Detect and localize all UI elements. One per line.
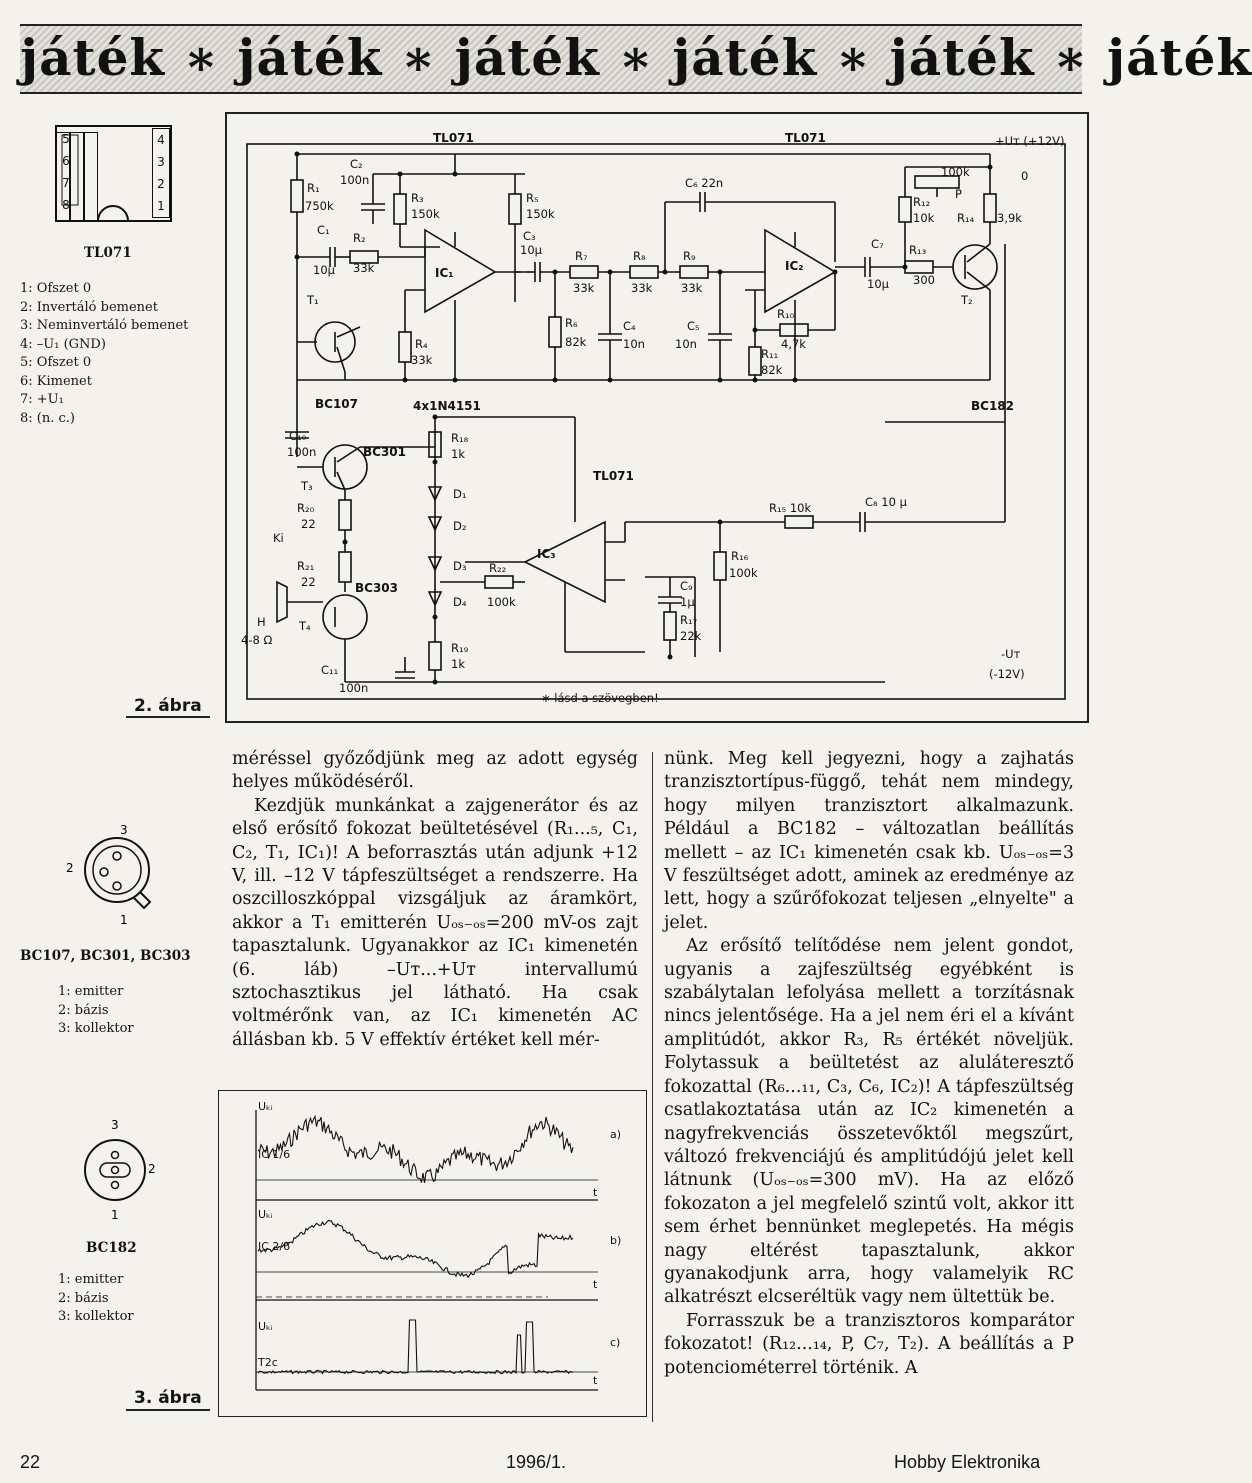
sch-r12: R₁₂ <box>913 195 931 209</box>
osc-uki-a: Uₖᵢ <box>258 1100 273 1113</box>
osc-t-a: t <box>593 1186 598 1199</box>
article-right-paragraph-2: Az erősítő telítődése nem jelent gondot, ugyanis a zajfeszültség egyébként is szabálytalan lefolyása mellett a torzításnak nincs jelentősége. Ha a jel nem éri el a kívánt amplitúdót, akkor R₃, R₅ értékét növeljük. Folytassuk a beültetést az aluláteresztő fokozattal (R₆...₁₁, C₃, C₆, IC₂)! A tápfeszültség csatlakoztatása után az IC₂ kimenetén a nagyfrekvenciás összetevőktől megszűrt, változó frekvenciájú és amplitúdójú jelet kell látnunk (Uₒₛ₋ₒₛ=300 mV). Ha az előző fokozaton a jel megfelelő szintű volt, akkor itt sem érhet bennünket meglepetés. Ha mégis nagy eltérést tapasztalunk, akkor gyanakodjunk arra, hogy valamelyik RC alkatrészt elcseréltük vagy nem ültettük be. <box>664 936 1074 1308</box>
article-column-right <box>664 748 1074 1380</box>
sch-r8v: 33k <box>631 281 653 295</box>
bc182-pin-3: 3 <box>111 1118 119 1132</box>
bc107-package-diagram <box>60 820 180 930</box>
trace-c <box>258 1320 573 1374</box>
sch-r9: R₉ <box>683 249 696 263</box>
article-left-paragraph-1: méréssel győződjünk meg az adott egység helyes működéséről. <box>232 749 638 793</box>
sch-r10: R₁₀ <box>777 307 795 321</box>
sch-r15: R₁₅ 10k <box>769 501 812 515</box>
bc182-package-diagram <box>70 1115 170 1225</box>
magazine-name: Hobby Elektronika <box>894 1452 1041 1472</box>
sch-c3: C₃ <box>523 229 536 243</box>
sch-r6v: 82k <box>565 335 587 349</box>
sch-r1v: 750k <box>305 199 334 213</box>
bc107-pin-1: 1 <box>120 913 128 927</box>
issue-number: 1996/1. <box>506 1452 567 1472</box>
article-left-paragraph-2: Kezdjük munkánkat a zajgenerátor és az első erősítő fokozat beültetésével (R₁...₅, C₁, C₂, T₁, IC₁)! A beforrasztás után adjunk +12 V, ill. –12 V tápfeszültséget a rendszerre. Ha oszcilloszkóppal vizsgáljuk az áramkört, akkor a T₁ emitterén Uₒₛ₋ₒₛ=200 mV-os zajt tapasztalunk. Ugyanakkor az IC₁ kimenetén (6. láb) –Uᴛ...+Uᴛ intervallumú sztochasztikus jel látható. Ha csak voltmérőnk van, az IC₁ kimenetén AC állásban kb. 5 V effektív értéket kell mér- <box>232 795 638 1050</box>
column-divider <box>652 752 653 1422</box>
sch-r21: R₂₁ <box>297 559 315 573</box>
sch-h: H <box>257 615 266 629</box>
sch-c9v: 1µ <box>680 595 695 609</box>
sch-c1: C₁ <box>317 223 330 237</box>
sch-r17v: 22k <box>680 629 702 643</box>
bc182-pin-1: 1 <box>111 1208 119 1222</box>
sch-c9: C₉ <box>680 579 693 593</box>
sch-r13: R₁₃ <box>909 243 927 257</box>
sch-r19v: 1k <box>451 657 465 671</box>
sch-tl071-c: TL071 <box>593 469 634 483</box>
sch-r3: R₃ <box>411 191 424 205</box>
tl071-pin-list: 1: Ofszet 0 2: Invertáló bemenet 3: Neminvertáló bemenet 4: –U₁ (GND) 5: Ofszet 0 6: Kimenet 7: +U₁ 8: (n. c.) <box>20 281 189 426</box>
sch-r22: R₂₂ <box>489 561 507 575</box>
sch-c7: C₇ <box>871 237 884 251</box>
sch-supply-minus: -Uᴛ <box>1001 647 1021 661</box>
sch-c6: C₆ 22n <box>685 176 724 190</box>
sch-c10: C₁₀ <box>289 429 307 443</box>
sch-bc107: BC107 <box>315 397 359 411</box>
osc-uki-b: Uₖᵢ <box>258 1208 273 1221</box>
sch-r21v: 22 <box>301 575 316 589</box>
sch-ic3: IC₃ <box>537 547 556 561</box>
sch-r5: R₅ <box>526 191 539 205</box>
article-right-paragraph-3: Forrasszuk be a tranzisztoros komparátor fokozatot! (R₁₂...₁₄, P, C₇, T₂). A beállítás a P potenciométerrel történik. A <box>664 1310 1074 1378</box>
tl071-chip-title: TL071 <box>84 245 132 261</box>
sch-r2: R₂ <box>353 231 366 245</box>
sch-supply-plus: +Uᴛ (+12V) <box>995 134 1065 148</box>
bc182-title: BC182 <box>86 1240 137 1256</box>
tl071-pins-bottom: 4 3 2 1 <box>152 128 170 218</box>
sch-d1: D₁ <box>453 487 467 501</box>
oscillogram <box>218 1090 648 1418</box>
sch-r20: R₂₀ <box>297 501 315 515</box>
figure-3-underline <box>126 1409 210 1411</box>
sch-c4: C₄ <box>623 319 636 333</box>
osc-label-c: T2c <box>258 1356 278 1369</box>
sch-c11v: 100n <box>339 681 369 695</box>
figure-3-label: 3. ábra <box>134 1388 202 1408</box>
sch-r20v: 22 <box>301 517 316 531</box>
osc-uki-c: Uₖᵢ <box>258 1320 273 1333</box>
sch-c8: C₈ 10 µ <box>865 495 907 509</box>
sch-r8: R₈ <box>633 249 646 263</box>
sch-r18: R₁₈ <box>451 431 469 445</box>
sch-r18v: 1k <box>451 447 465 461</box>
sch-bc303: BC303 <box>355 581 399 595</box>
sch-supply-minus-value: (-12V) <box>989 667 1025 681</box>
sch-r1: R₁ <box>307 181 320 195</box>
bc182-pin-2: 2 <box>148 1162 156 1176</box>
sch-r10v: 4,7k <box>781 337 806 351</box>
sch-r14: R₁₄ <box>957 211 975 225</box>
sch-r11: R₁₁ <box>761 347 779 361</box>
sch-c2: C₂ <box>350 157 363 171</box>
sch-r3v: 150k <box>411 207 440 221</box>
trace-a <box>258 1117 573 1183</box>
circuit-schematic <box>225 112 1087 722</box>
sch-d3: D₃ <box>453 559 467 573</box>
sch-r22v: 100k <box>487 595 516 609</box>
osc-t-c: t <box>593 1374 598 1387</box>
sch-r17: R₁₇ <box>680 613 698 627</box>
sch-ic2: IC₂ <box>785 259 804 273</box>
sch-c2v: 100n <box>340 173 370 187</box>
sch-tl071-b: TL071 <box>785 131 826 145</box>
sch-hv: 4-8 Ω <box>241 633 273 647</box>
page-header-band <box>20 24 1252 94</box>
sch-r13v: 300 <box>913 273 935 287</box>
sch-c5v: 10n <box>675 337 697 351</box>
sch-r14v: 3,9k <box>997 211 1022 225</box>
sch-t2: T₂ <box>961 293 973 307</box>
osc-t-b: t <box>593 1278 598 1291</box>
sch-d2: D₂ <box>453 519 467 533</box>
sch-ground: 0 <box>1021 169 1029 183</box>
osc-tag-a: a) <box>610 1128 622 1141</box>
sch-pot: 100k <box>941 165 970 179</box>
osc-label-b: IC 2/6 <box>258 1240 291 1253</box>
sch-bc182: BC182 <box>971 399 1015 413</box>
osc-label-a: IC 1/6 <box>258 1148 291 1161</box>
bc107-pin-list: 1: emitter 2: bázis 3: kollektor <box>58 984 134 1036</box>
sch-r11v: 82k <box>761 363 783 377</box>
sch-r2v: 33k <box>353 261 375 275</box>
sch-r6: R₆ <box>565 316 578 330</box>
bc107-pin-3: 3 <box>120 823 128 837</box>
figure-2-label: 2. ábra <box>134 696 202 716</box>
sch-t1: T₁ <box>307 293 319 307</box>
sch-t3: T₃ <box>301 479 313 493</box>
bc182-pin-list: 1: emitter 2: bázis 3: kollektor <box>58 1272 134 1324</box>
bc107-group-title: BC107, BC301, BC303 <box>20 948 191 964</box>
sch-r9v: 33k <box>681 281 703 295</box>
sch-r4v: 33k <box>411 353 433 367</box>
sch-pot-p: P <box>955 187 962 201</box>
bc107-pin-2: 2 <box>66 861 74 875</box>
sch-c3v: 10µ <box>520 243 542 257</box>
tl071-pins-top: 5 6 7 8 <box>62 132 70 212</box>
sch-r7v: 33k <box>573 281 595 295</box>
figure-2-underline <box>126 716 210 718</box>
sch-note: ∗ lásd a szövegben! <box>541 691 659 705</box>
sch-r16: R₁₆ <box>731 549 749 563</box>
sch-diodes: 4x1N4151 <box>413 399 481 413</box>
sch-c11: C₁₁ <box>321 663 339 677</box>
sch-r4: R₄ <box>415 337 428 351</box>
sch-tl071-a: TL071 <box>433 131 474 145</box>
article-right-paragraph-1: nünk. Meg kell jegyezni, hogy a zajhatás tranzisztortípus-függő, tehát nem mindegy, hogy milyen tranzisztort alkalmazunk. Például a BC182 – változatlan beállítás mellett – az IC₁ kimenetén csak kb. Uₒₛ₋ₒₛ=3 V feszültséget adott, aminek az eredménye az lett, hogy a szűrőfokozat teljesen „elnyelte" a jelet. <box>664 749 1074 933</box>
sch-ki: Ki <box>273 531 284 545</box>
sch-c1v: 10µ <box>313 263 335 277</box>
sch-c5: C₅ <box>687 319 700 333</box>
sch-c4v: 10n <box>623 337 645 351</box>
header-title: játék ∗ játék ∗ játék ∗ játék ∗ játék ∗ játék <box>20 28 1252 87</box>
sch-bc301: BC301 <box>363 445 407 459</box>
sch-t4: T₄ <box>299 619 311 633</box>
sch-d4: D₄ <box>453 595 467 609</box>
sch-r5v: 150k <box>526 207 555 221</box>
sch-r16v: 100k <box>729 566 758 580</box>
sch-c10v: 100n <box>287 445 317 459</box>
sch-c7v: 10µ <box>867 277 889 291</box>
sch-ic1: IC₁ <box>435 266 454 280</box>
sch-r19: R₁₉ <box>451 641 469 655</box>
osc-tag-b: b) <box>610 1234 622 1247</box>
sch-r12v: 10k <box>913 211 935 225</box>
trace-b <box>258 1220 573 1277</box>
osc-tag-c: c) <box>610 1336 621 1349</box>
sch-r7: R₇ <box>575 249 588 263</box>
article-column-left <box>232 748 638 1052</box>
page-number: 22 <box>20 1452 41 1472</box>
